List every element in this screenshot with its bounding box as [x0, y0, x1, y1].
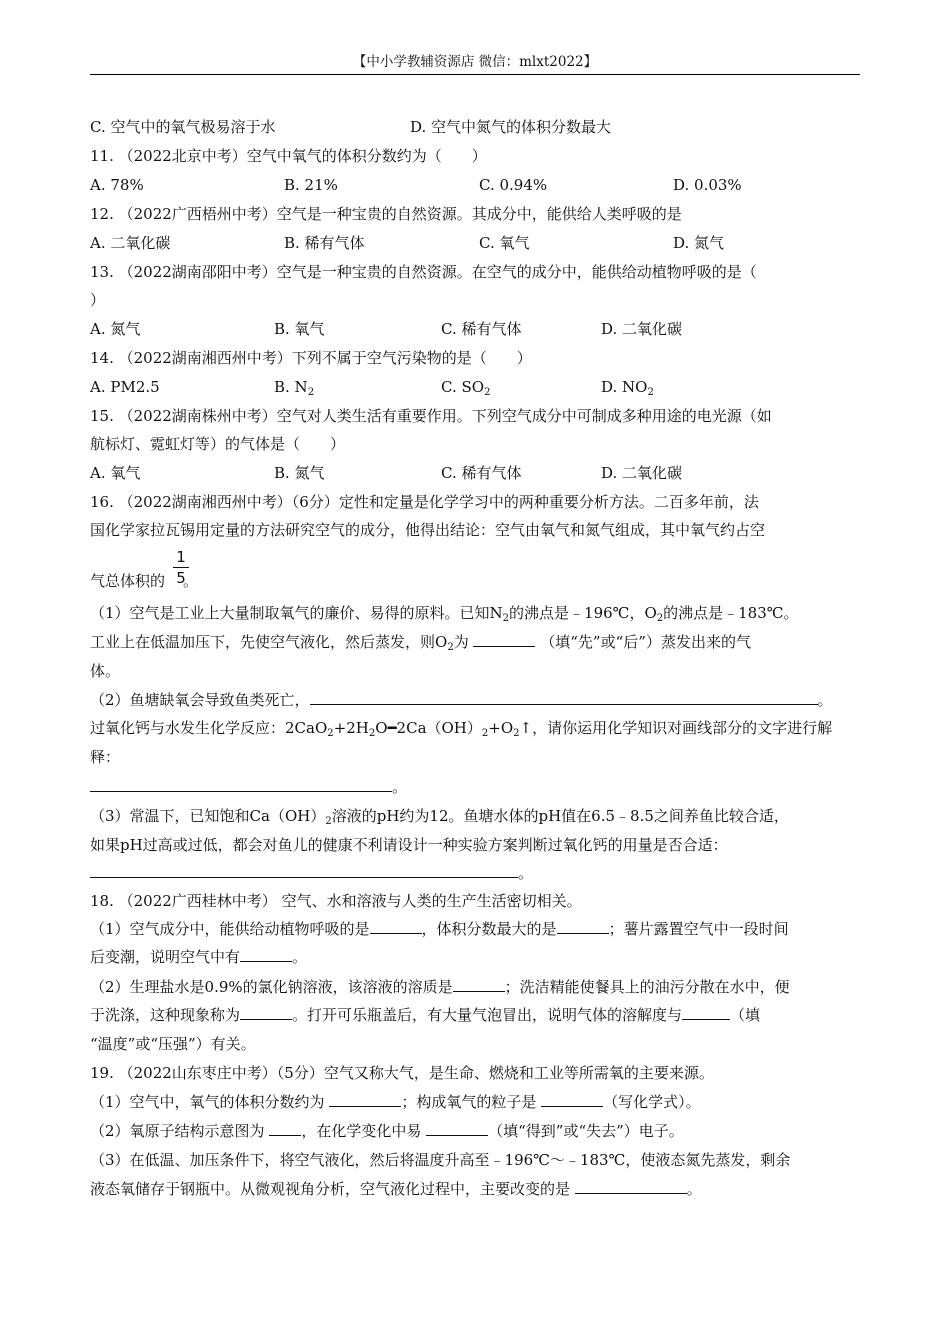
- header-divider: [90, 74, 860, 75]
- q16-part1-line2: 工业上在低温加压下，先使空气液化，然后蒸发，则$O_2$为 （填“先”或“后”）蒸发出来的气: [90, 633, 751, 653]
- answer-blank[interactable]: [682, 1005, 730, 1020]
- q14-option-c: C. $SO_2$: [441, 378, 491, 398]
- q16-part3-line2: 如果pH过高或过低，都会对鱼儿的健康不利请设计一种实验方案判断过氧化钙的用量是否合适：: [90, 836, 728, 854]
- q14-option-a: A. PM2.5: [90, 378, 160, 396]
- q16-part3-line1: （3）常温下，已知饱和$Ca(OH)_2$溶液的pH约为12。鱼塘水体的pH值在6.5﹣8.5之间养鱼比较合适，: [90, 807, 789, 827]
- q15-option-d: D. 二氧化碳: [601, 464, 683, 482]
- q12-option-c: C. 氧气: [479, 234, 530, 252]
- q16-part2-line3: 释：: [90, 748, 121, 766]
- q18-part2-line3: “温度”或“压强”）有关。: [90, 1035, 256, 1053]
- q16-part1-line1: （1）空气是工业上大量制取氧气的廉价、易得的原料。已知$N_2$的沸点是﹣196℃，$O_2$的沸点是﹣183℃。: [90, 604, 799, 624]
- q13-option-a: A. 氮气: [90, 320, 141, 338]
- q16-part2-line4: 。: [90, 777, 407, 797]
- q10-option-c: C. 空气中的氧气极易溶于水: [90, 118, 276, 136]
- q19-stem: 19. （2022山东枣庄中考）（5分）空气又称大气，是生命、燃烧和工业等所需氧的主要来源。: [90, 1064, 714, 1082]
- q19-part2: （2）氧原子结构示意图为 ，在化学变化中易 （填“得到”或“失去”）电子。: [90, 1122, 684, 1140]
- q16-part2-line1: （2）鱼塘缺氧会导致鱼类死亡， 。: [90, 691, 833, 709]
- q13-option-c: C. 稀有气体: [441, 320, 522, 338]
- answer-blank[interactable]: [541, 1092, 603, 1107]
- fraction-bar: [173, 567, 189, 568]
- q13-option-b: B. 氧气: [274, 320, 325, 338]
- q16-stem-line2: 国化学家拉瓦锡用定量的方法研究空气的成分，他得出结论：空气由氧气和氮气组成，其中氧气约占空: [90, 521, 766, 539]
- answer-blank[interactable]: [90, 863, 518, 878]
- q18-part1-line1: （1）空气成分中，能供给动植物呼吸的是 ，体积分数最大的是 ；薯片露置空气中一段时间: [90, 920, 789, 938]
- answer-blank[interactable]: [240, 1005, 292, 1020]
- q11-option-a: A. 78%: [90, 176, 144, 194]
- fraction-denominator: 5: [176, 569, 186, 587]
- q16-stem-line1: 16. （2022湖南湘西州中考）（6分）定性和定量是化学学习中的两种重要分析方法。二百多年前，法: [90, 493, 759, 511]
- q16-part1-line3: 体。: [90, 662, 121, 680]
- q14-option-d: D. $NO_2$: [601, 378, 654, 398]
- q15-stem-cont: 航标灯、霓虹灯等）的气体是（ ）: [90, 435, 346, 453]
- q15-option-c: C. 稀有气体: [441, 464, 522, 482]
- q16-part2-line2: 过氧化钙与水发生化学反应：$2CaO_2+2H_2O━2Ca(OH)_2+O_2↑$，请你运用化学知识对画线部分的文字进行解: [90, 719, 833, 739]
- answer-blank[interactable]: [269, 1121, 301, 1136]
- fraction-numerator: 1: [176, 548, 186, 566]
- q15-option-a: A. 氧气: [90, 464, 141, 482]
- q18-part2-line2: 于洗涤，这种现象称为 。打开可乐瓶盖后，有大量气泡冒出，说明气体的溶解度与 （填: [90, 1006, 761, 1024]
- answer-blank[interactable]: [310, 690, 818, 705]
- q11-option-c: C. 0.94%: [479, 176, 548, 194]
- q16-part3-line3: 。: [90, 863, 533, 883]
- q11-option-b: B. 21%: [284, 176, 338, 194]
- q19-part3-line2: 液态氧储存于钢瓶中。从微观视角分析，空气液化过程中，主要改变的是 。: [90, 1180, 702, 1198]
- q18-part1-line2: 后变潮，说明空气中有 。: [90, 948, 308, 966]
- answer-blank[interactable]: [453, 977, 505, 992]
- answer-blank[interactable]: [575, 1179, 687, 1194]
- q14-option-b: B. $N_2$: [274, 378, 315, 398]
- q15-option-b: B. 氮气: [274, 464, 325, 482]
- answer-blank[interactable]: [426, 1121, 488, 1136]
- answer-blank[interactable]: [370, 919, 422, 934]
- q19-part1: （1）空气中，氧气的体积分数约为 ；构成氧气的粒子是 （写化学式）。: [90, 1093, 701, 1111]
- answer-blank[interactable]: [557, 919, 609, 934]
- q12-stem: 12. （2022广西梧州中考）空气是一种宝贵的自然资源。其成分中，能供给人类呼吸的是: [90, 205, 682, 223]
- page-header: 【中小学教辅资源店 微信：mlxt2022】: [352, 54, 598, 70]
- q13-stem-cont: ）: [90, 291, 106, 309]
- q18-stem: 18. （2022广西桂林中考） 空气、水和溶液与人类的生产生活密切相关。: [90, 892, 582, 910]
- q12-option-b: B. 稀有气体: [284, 234, 365, 252]
- q12-option-d: D. 氮气: [673, 234, 725, 252]
- answer-blank[interactable]: [90, 777, 392, 792]
- q14-stem: 14. （2022湖南湘西州中考）下列不属于空气污染物的是（ ）: [90, 349, 532, 367]
- q11-option-d: D. 0.03%: [673, 176, 742, 194]
- q19-part3-line1: （3）在低温、加压条件下，将空气液化，然后将温度升高至﹣196℃～﹣183℃，使液态氮先蒸发，剩余: [90, 1151, 791, 1169]
- q13-stem: 13. （2022湖南邵阳中考）空气是一种宝贵的自然资源。在空气的成分中，能供给动植物呼吸的是（: [90, 263, 757, 281]
- q13-option-d: D. 二氧化碳: [601, 320, 683, 338]
- q11-stem: 11. （2022北京中考）空气中氧气的体积分数约为（ ）: [90, 147, 487, 165]
- answer-blank[interactable]: [240, 947, 292, 962]
- answer-blank[interactable]: [473, 632, 535, 647]
- answer-blank[interactable]: [329, 1092, 401, 1107]
- q15-stem: 15. （2022湖南株州中考）空气对人类生活有重要作用。下列空气成分中可制成多种用途的电光源（如: [90, 407, 772, 425]
- q12-option-a: A. 二氧化碳: [90, 234, 171, 252]
- q10-option-d: D. 空气中氮气的体积分数最大: [410, 118, 612, 136]
- q18-part2-line1: （2）生理盐水是0.9%的氯化钠溶液，该溶液的溶质是 ；洗洁精能使餐具上的油污分散在水中，便: [90, 978, 790, 996]
- q16-stem-line3: 气总体积的 。: [90, 572, 199, 590]
